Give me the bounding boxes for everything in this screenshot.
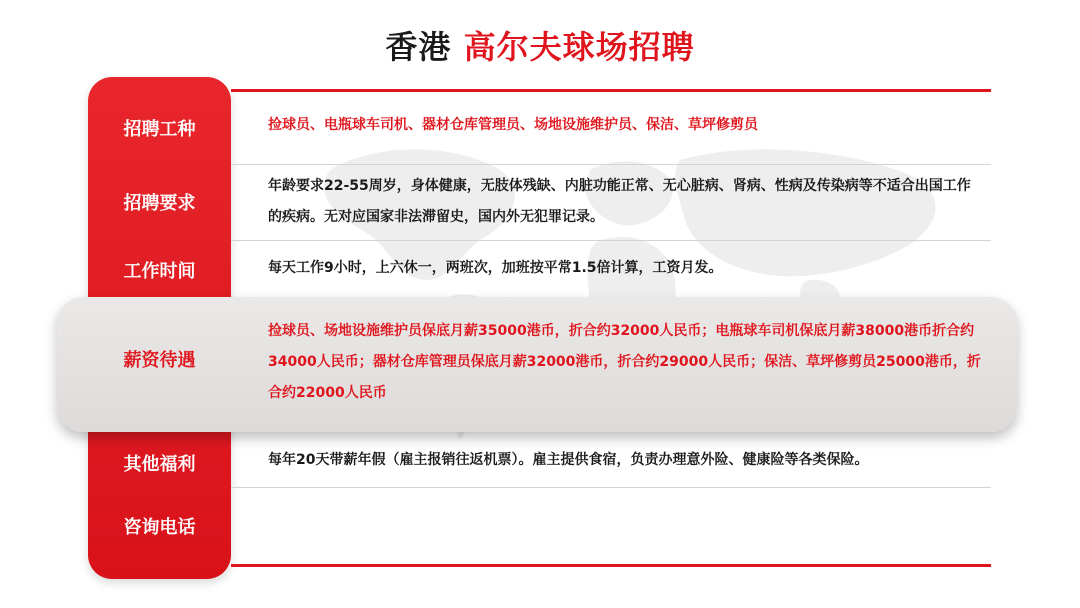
page-title [0, 22, 1080, 68]
row-divider [231, 164, 991, 165]
row-label-benefits: 其他福利 [123, 454, 196, 475]
row-text-salary: 捡球员、场地设施维护员保底月薪35000港币，折合约32000人民币；电瓶球车司机保底月薪38000港币折合约34000人民币；器材仓库管理员保底月薪32000港币，折合约29000人民币；保洁、草坪修剪员25000港币，折合约22000人民币 [268, 323, 981, 401]
title-main: 高尔夫球场招聘 [463, 28, 695, 66]
row-label-working-hours: 工作时间 [123, 261, 196, 282]
row-text-benefits: 每年20天带薪年假（雇主报销往返机票）。雇主提供食宿，负责办理意外险、健康险等各类保险。 [268, 452, 869, 468]
row-divider [231, 487, 991, 488]
bottom-red-line [231, 564, 991, 567]
row-label-requirements: 招聘要求 [123, 193, 196, 214]
row-divider [231, 240, 991, 241]
top-red-line [231, 89, 991, 92]
row-text-job-types: 捡球员、电瓶球车司机、器材仓库管理员、场地设施维护员、保洁、草坪修剪员 [268, 117, 758, 133]
row-text-requirements: 年龄要求22-55周岁，身体健康，无肢体残缺、内脏功能正常、无心脏病、肾病、性病及传染病等不适合出国工作的疾病。无对应国家非法滞留史，国内外无犯罪记录。 [268, 178, 971, 225]
row-text-working-hours: 每天工作9小时，上六休一，两班次，加班按平常1.5倍计算，工资月发。 [268, 260, 723, 276]
row-label-contact: 咨询电话 [123, 517, 196, 538]
row-label-job-types: 招聘工种 [123, 119, 196, 140]
title-location: 香港 [385, 28, 452, 66]
row-label-salary: 薪资待遇 [123, 350, 196, 371]
